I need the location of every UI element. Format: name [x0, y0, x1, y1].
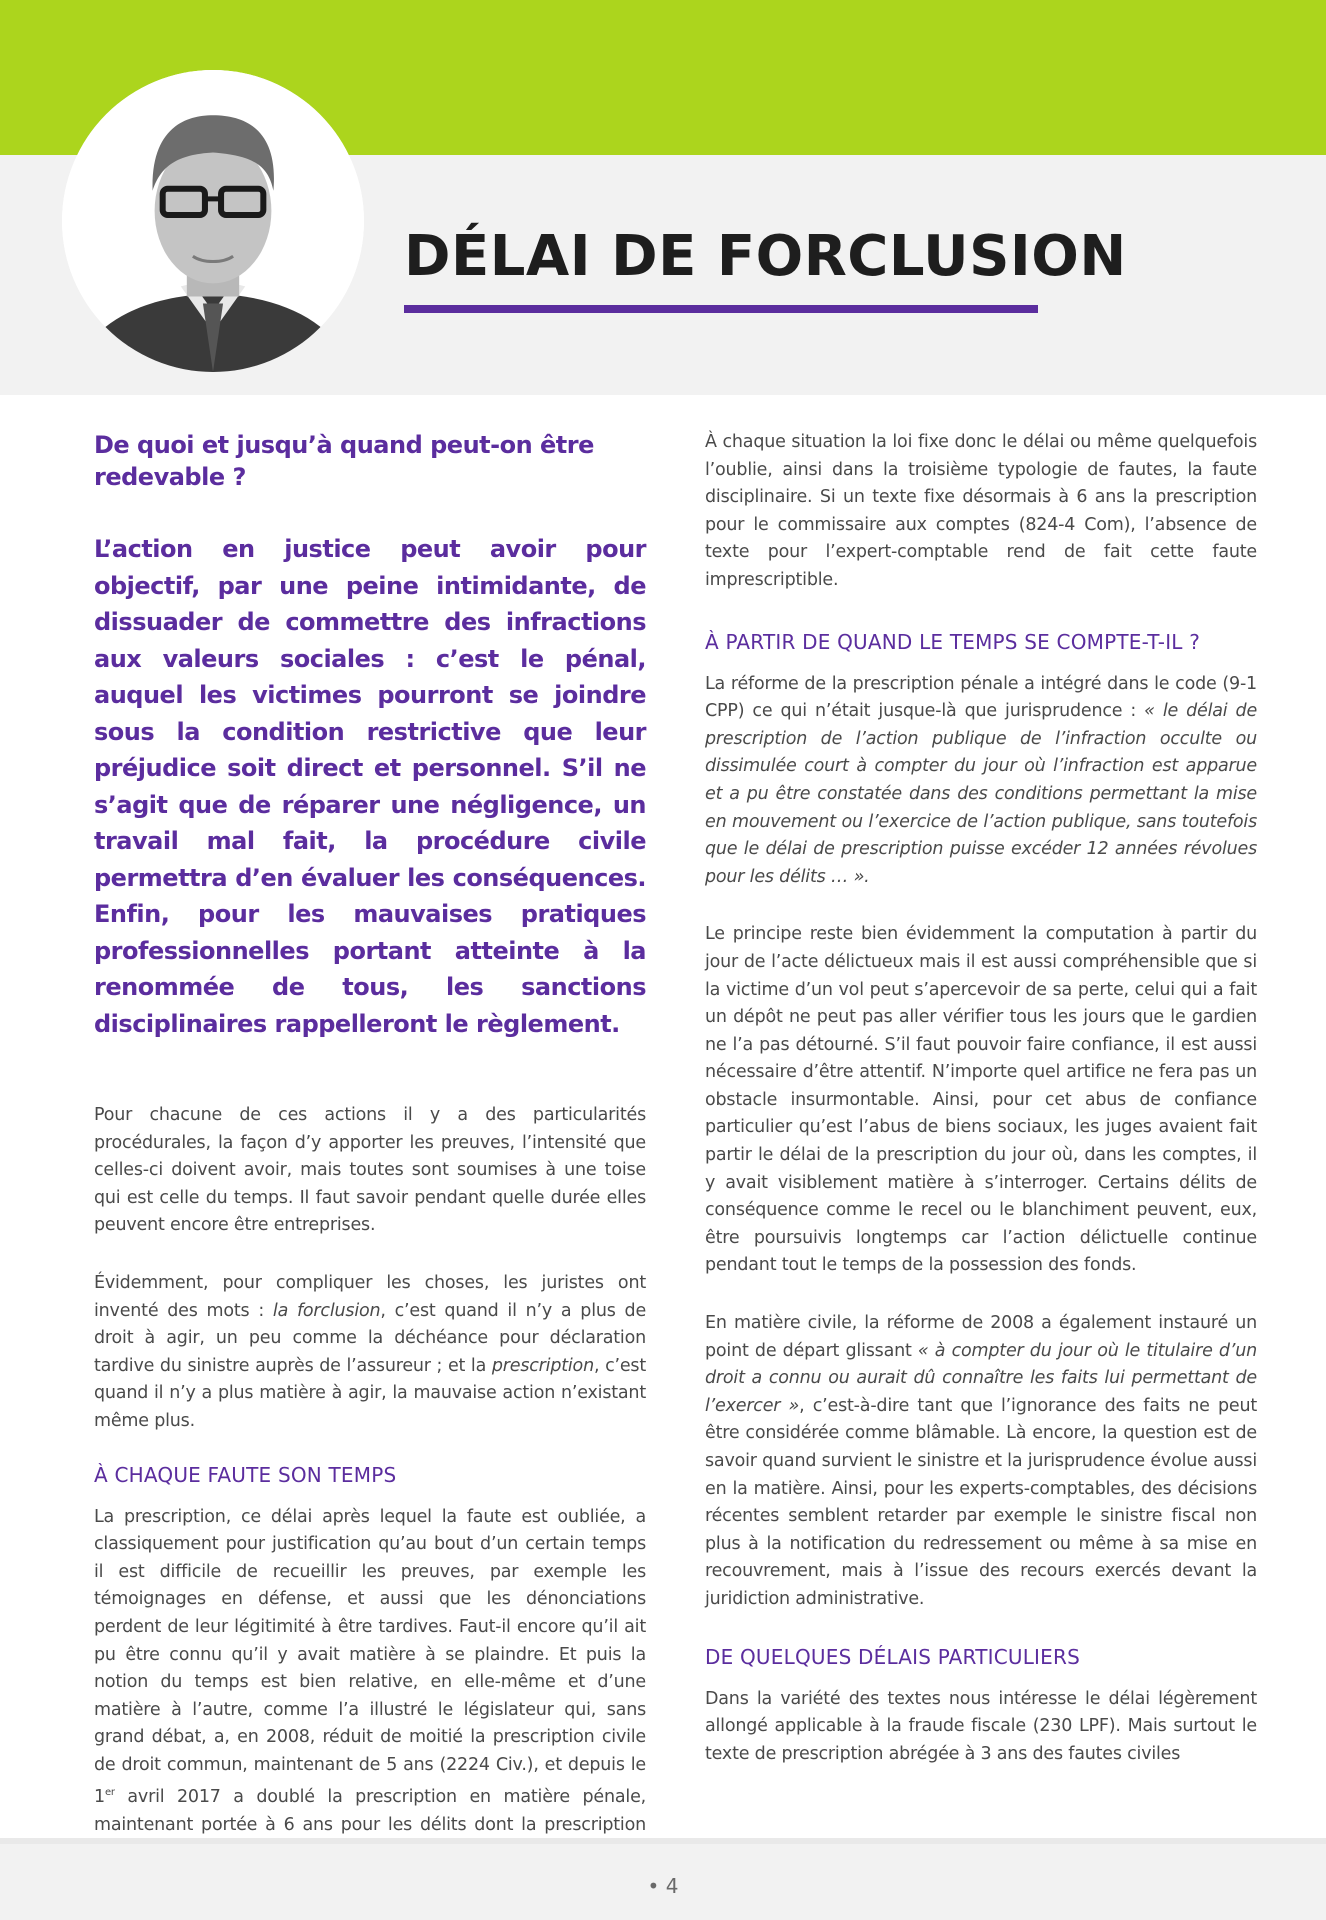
definitions-text-2: , c’est quand il n’y a plus de droit à agir, un peu comme la déchéance pour déclaration tardive du sinistre auprès de l’assureur ; et la [94, 1300, 647, 1376]
right-column [705, 432, 1258, 1768]
prescription-text-1: La prescription, ce délai après lequel la faute est oubliée, a classiquement pour justification qu’au bout d’un certain temps il est difficile de recueillir les preuves, par exemple les témoignages en défense, et aussi que les dénonciations perdent de leur légitimité à être tardives. Faut-il encore qu’il ait pu être connu qu’il y avait matière à se plaindre. Et puis la notion du temps est bien relative, en elle-même et d’une matière à l’autre, comme l’a illustré le législateur qui, sans grand débat, a, en 2008, réduit de moitié la prescription civile de droit commun, maintenant de 5 ans (2224 Civ.), et depuis le 1 [94, 1506, 646, 1808]
portrait-illustration [62, 70, 364, 372]
term-forclusion: la forclusion [272, 1300, 381, 1321]
intro-question: De quoi et jusqu’à quand peut-on être redevable ? [94, 431, 594, 491]
section-heading-delais: DE QUELQUES DÉLAIS PARTICULIERS [705, 1644, 1080, 1669]
civile-quote: « à compter du jour où le titulaire d’un droit a connu ou aurait dû connaître les faits lui permettant de l’exercer » [705, 1340, 1257, 1416]
author-portrait [62, 70, 364, 372]
paragraph-definitions [94, 1270, 646, 1436]
definitions-text-3: , c’est quand il n’y a plus matière à agir, la mauvaise action n’existant même plus. [94, 1355, 647, 1431]
left-column [94, 431, 647, 1867]
reforme-text: La réforme de la prescription pénale a intégré dans le code (9-1 CPP) ce qui n’était jusque-là que jurisprudence : [705, 673, 1257, 722]
civile-text-1: En matière civile, la réforme de 2008 a également instauré un point de départ glissant [705, 1313, 1257, 1361]
paragraph-reforme-penale [705, 671, 1257, 892]
page-title: DÉLAI DE FORCLUSION [404, 224, 1127, 289]
title-underline [404, 305, 1038, 313]
prescription-text-2: avril 2017 a doublé la prescription en matière pénale, maintenant portée à 6 ans pour les délits dont la prescription [94, 1787, 646, 1835]
paragraph-computation: Le principe reste bien évidemment la computation à partir du jour de l’acte délictueux mais il est aussi compréhensible que si la victime d’un vol peut s’apercevoir de sa perte, celui qui a fait un dépôt ne peut pas aller vérifier tous les jours que le gardien ne l’a pas détourné. S’il faut pouvoir faire confiance, il est aussi nécessaire d’être attentif. N’importe quel artifice ne fera pas un obstacle insurmontable. Ainsi, pour cet abus de confiance particulier qu’est l’abus de biens sociaux, les juges avaient fait partir le délai de la prescription du jour où, dans les comptes, il y avait visiblement matière à s’interroger. Certains délits de conséquence comme le recel ou le blanchiment peuvent, eux, être poursuivis longtemps car l’action délictuelle continue pendant tout le temps de la possession des fonds. [705, 924, 1257, 1276]
paragraph-delais-particuliers: Dans la variété des textes nous intéresse le délai légèrement allongé applicable à la fraude fiscale (230 LPF). Mais surtout le texte de prescription abrégée à 3 ans des fautes civiles [705, 1688, 1257, 1764]
civile-text-2: , c’est-à-dire tant que l’ignorance des faits ne peut être considérée comme blâmable. Là encore, la question est de savoir quand survient le sinistre et la jurisprudence évolue aussi en la matière. Ainsi, pour les experts-comptables, des décisions récentes semblent retarder par exemple le sinistre fiscal non plus à la notification du redressement ou même à sa mise en recouvrement, mais à l’issue des recours exercés devant la juridiction administrative. [705, 1395, 1257, 1609]
section-heading-faute: À CHAQUE FAUTE SON TEMPS [94, 1462, 397, 1487]
definitions-text-1: Évidemment, pour compliquer les choses, les juristes ont inventé des mots : [94, 1272, 646, 1321]
section-heading-temps: À PARTIR DE QUAND LE TEMPS SE COMPTE-T-IL ? [705, 629, 1201, 654]
paragraph-prescription [94, 1504, 646, 1868]
page-number: • 4 [647, 1874, 679, 1898]
reforme-quote: « le délai de prescription de l’action publique de l’infraction occulte ou dissimulée court à compter du jour où l’infraction est apparue et a pu être constatée dans des conditions permettant la mise en mouvement ou l’exercice de l’action publique, sans toutefois que le délai de prescription puisse excéder 12 années révolues pour les délits … ». [705, 701, 1258, 887]
paragraph-matiere-civile [705, 1310, 1257, 1614]
ordinal-superscript: er [104, 1787, 115, 1799]
term-prescription: prescription [491, 1355, 594, 1376]
paragraph-particularities: Pour chacune de ces actions il y a des particularités procédurales, la façon d’y apporter les preuves, l’intensité que celles-ci doivent avoir, mais toutes sont soumises à une toise qui est celle du temps. Il faut savoir pendant quelle durée elles peuvent encore être entreprises. [94, 1105, 646, 1236]
lead-paragraph: L’action en justice peut avoir pour objectif, par une peine intimidante, de dissuader de commettre des infractions aux valeurs sociales : c’est le pénal, auquel les victimes pourront se joindre sous la condition restrictive que leur préjudice soit direct et personnel. S’il ne s’agit que de réparer une négligence, un travail mal fait, la procédure civile permettra d’en évaluer les conséquences. Enfin, pour les mauvaises pratiques professionnelles portant atteinte à la renommée de tous, les sanctions disciplinaires rappelleront le règlement. [94, 535, 646, 1038]
paragraph-disciplinary: À chaque situation la loi fixe donc le délai ou même quelquefois l’oublie, ainsi dans la troisième typologie de fautes, la faute disciplinaire. Si un texte fixe désormais à 6 ans la prescription pour le commissaire aux comptes (824-4 Com), l’absence de texte pour l’expert-comptable rend de fait cette faute imprescriptible. [705, 432, 1257, 590]
